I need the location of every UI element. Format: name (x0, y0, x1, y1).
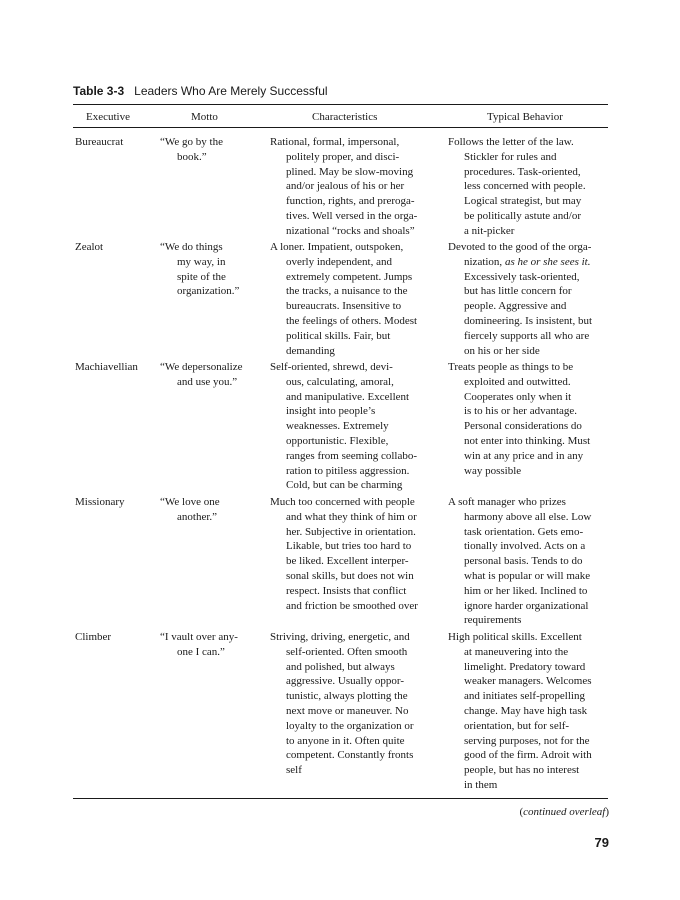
characteristics-cell-line: plined. May be slow-moving (286, 165, 414, 178)
behavior-cell-line: change. May have high task (464, 704, 588, 717)
characteristics-cell-line: Rational, formal, impersonal, (270, 136, 400, 148)
executive-cell: Machiavellian (75, 361, 138, 373)
motto-cell-line: my way, in (177, 255, 226, 268)
executive-cell: Climber (75, 631, 112, 643)
characteristics-cell (270, 495, 442, 613)
behavior-cell-line: domineering. Is insistent, but (464, 314, 593, 327)
motto-cell-line: “We depersonalize (160, 361, 243, 373)
behavior-cell-line: what is popular or will make (464, 569, 591, 582)
behavior-cell-line: way possible (464, 464, 522, 477)
top-rule (73, 104, 608, 105)
motto-cell-line: spite of the (177, 270, 226, 283)
characteristics-cell-line: self (286, 764, 302, 777)
characteristics-cell-line: and friction be smoothed over (286, 599, 418, 612)
motto-cell-line: organization.” (177, 285, 240, 298)
behavior-cell-line: ignore harder organizational (464, 599, 589, 612)
motto-cell (160, 495, 268, 525)
characteristics-cell-line: and what they think of him or (286, 510, 417, 523)
behavior-cell-line: orientation, but for self- (464, 719, 570, 732)
motto-cell-line: “We love one (160, 496, 220, 508)
table-title (73, 84, 328, 98)
characteristics-cell-line: political skills. Fair, but (286, 329, 391, 342)
behavior-cell-line: people, but has no interest (464, 764, 580, 777)
behavior-cell-line: Treats people as things to be (448, 361, 574, 373)
behavior-cell (448, 630, 610, 793)
header-rule (73, 127, 608, 128)
header-executive: Executive (86, 111, 130, 123)
page-number: 79 (594, 835, 609, 850)
characteristics-cell-line: politely proper, and disci- (286, 150, 400, 163)
behavior-cell-line: serving purposes, not for the (464, 734, 590, 747)
header-motto: Motto (191, 111, 218, 123)
motto-cell (160, 135, 268, 165)
behavior-cell-line: in them (464, 778, 498, 791)
behavior-cell-line: procedures. Task-oriented, (464, 165, 581, 178)
behavior-cell-line: not enter into thinking. Must (464, 434, 591, 447)
characteristics-cell-line: opportunistic. Flexible, (286, 434, 389, 447)
motto-cell (160, 360, 268, 390)
characteristics-cell-line: ration to pitiless aggression. (286, 464, 410, 477)
characteristics-cell-line: insight into people’s (286, 405, 376, 418)
table-number: Table 3-3 (73, 84, 125, 98)
behavior-cell-line: Devoted to the good of the orga- (448, 241, 592, 253)
behavior-cell-line: personal basis. Tends to do (464, 555, 583, 568)
characteristics-cell (270, 240, 442, 358)
behavior-cell-line: harmony above all else. Low (464, 510, 592, 523)
characteristics-cell-line: ous, calculating, amoral, (286, 375, 394, 388)
behavior-cell (448, 360, 610, 478)
motto-cell (160, 630, 268, 660)
behavior-cell-line: and initiates self-propelling (464, 690, 585, 703)
motto-cell-line: and use you.” (177, 375, 238, 388)
characteristics-cell (270, 630, 442, 778)
characteristics-cell-line: her. Subjective in orientation. (286, 525, 416, 538)
motto-cell-line: another.” (177, 510, 218, 523)
characteristics-cell-line: the tracks, a nuisance to the (286, 285, 408, 298)
behavior-cell-line: at maneuvering into the (464, 645, 569, 658)
behavior-cell-line: exploited and outwitted. (464, 375, 571, 388)
characteristics-cell-line: aggressive. Usually oppor- (286, 675, 405, 688)
bottom-rule (73, 798, 608, 799)
behavior-cell-line: less concerned with people. (464, 180, 586, 193)
characteristics-cell-line: Self-oriented, shrewd, devi- (270, 361, 393, 373)
characteristics-cell-line: Striving, driving, energetic, and (270, 631, 410, 643)
behavior-cell-line: weaker managers. Welcomes (464, 675, 592, 688)
characteristics-cell-line: Likable, but tries too hard to (286, 540, 412, 553)
characteristics-cell-line: Cold, but can be charming (286, 479, 403, 492)
behavior-cell-line: Excessively task-oriented, (464, 270, 580, 283)
characteristics-cell-line: nizational “rocks and shoals” (286, 224, 415, 237)
behavior-cell-line: but has little concern for (464, 285, 572, 298)
behavior-cell-line: Logical strategist, but may (464, 195, 582, 208)
behavior-cell (448, 495, 610, 628)
characteristics-cell-line: Much too concerned with people (270, 496, 415, 508)
behavior-cell-line: requirements (464, 614, 522, 627)
characteristics-cell-line: weaknesses. Extremely (286, 420, 389, 433)
behavior-cell-line: Cooperates only when it (464, 390, 572, 403)
characteristics-cell-line: A loner. Impatient, outspoken, (270, 241, 404, 253)
motto-cell-line: one I can.” (177, 645, 225, 658)
characteristics-cell-line: respect. Insists that conflict (286, 584, 407, 597)
behavior-cell-line: High political skills. Excellent (448, 631, 582, 643)
executive-cell: Bureaucrat (75, 136, 124, 148)
motto-cell-line: “We do things (160, 241, 223, 253)
behavior-cell-line: people. Aggressive and (464, 300, 567, 313)
motto-cell-line: book.” (177, 150, 207, 163)
characteristics-cell-line: tunistic, always plotting the (286, 690, 408, 703)
motto-cell (160, 240, 268, 299)
behavior-cell-line: A soft manager who prizes (448, 496, 566, 508)
characteristics-cell-line: extremely competent. Jumps (286, 270, 413, 283)
executive-cell: Missionary (75, 496, 125, 508)
characteristics-cell-line: ranges from seeming collabo- (286, 449, 418, 462)
characteristics-cell-line: overly independent, and (286, 255, 392, 268)
header-characteristics: Characteristics (312, 111, 378, 123)
characteristics-cell-line: sonal skills, but does not win (286, 569, 414, 582)
behavior-cell-line: win at any price and in any (464, 449, 584, 462)
characteristics-cell-line: and/or jealous of his or her (286, 180, 405, 193)
characteristics-cell-line: loyalty to the organization or (286, 719, 414, 732)
characteristics-cell (270, 360, 442, 493)
behavior-cell-line: tionally involved. Acts on a (464, 540, 586, 553)
characteristics-cell-line: self-oriented. Often smooth (286, 645, 408, 658)
header-typical-behavior: Typical Behavior (487, 111, 563, 123)
characteristics-cell-line: to anyone in it. Often quite (286, 734, 405, 747)
motto-cell-line: “I vault over any- (160, 631, 238, 643)
characteristics-cell-line: the feelings of others. Modest (286, 314, 418, 327)
behavior-cell-line: Personal considerations do (464, 420, 582, 433)
motto-cell-line: “We go by the (160, 136, 223, 148)
executive-cell: Zealot (75, 241, 104, 253)
characteristics-cell-line: bureaucrats. Insensitive to (286, 300, 402, 313)
characteristics-cell-line: and manipulative. Excellent (286, 390, 410, 403)
characteristics-cell-line: and polished, but always (286, 660, 395, 673)
characteristics-cell-line: demanding (286, 344, 335, 357)
continued-note: (continued overleaf) (519, 806, 609, 818)
characteristics-cell-line: competent. Constantly fronts (286, 749, 414, 762)
behavior-cell-line: a nit-picker (464, 224, 515, 237)
characteristics-cell-line: next move or maneuver. No (286, 704, 409, 717)
behavior-cell-line: Follows the letter of the law. (448, 136, 574, 148)
behavior-cell (448, 135, 610, 239)
behavior-cell-line: nization, as he or she sees it. (464, 255, 591, 268)
table-caption: Leaders Who Are Merely Successful (134, 84, 328, 98)
behavior-cell-line: on his or her side (464, 344, 540, 357)
behavior-cell-line: fiercely supports all who are (464, 329, 590, 342)
behavior-cell-line: Stickler for rules and (464, 150, 557, 163)
behavior-cell-line: limelight. Predatory toward (464, 660, 586, 673)
characteristics-cell-line: be liked. Excellent interper- (286, 555, 409, 568)
behavior-cell (448, 240, 610, 358)
behavior-cell-line: good of the firm. Adroit with (464, 749, 592, 762)
characteristics-cell-line: tives. Well versed in the orga- (286, 209, 418, 222)
behavior-cell-line: be politically astute and/or (464, 209, 581, 222)
behavior-cell-line: is to his or her advantage. (464, 405, 578, 418)
behavior-cell-line: task orientation. Gets emo- (464, 525, 584, 538)
characteristics-cell-line: function, rights, and preroga- (286, 195, 415, 208)
behavior-cell-line: him or her liked. Inclined to (464, 584, 588, 597)
characteristics-cell (270, 135, 442, 239)
